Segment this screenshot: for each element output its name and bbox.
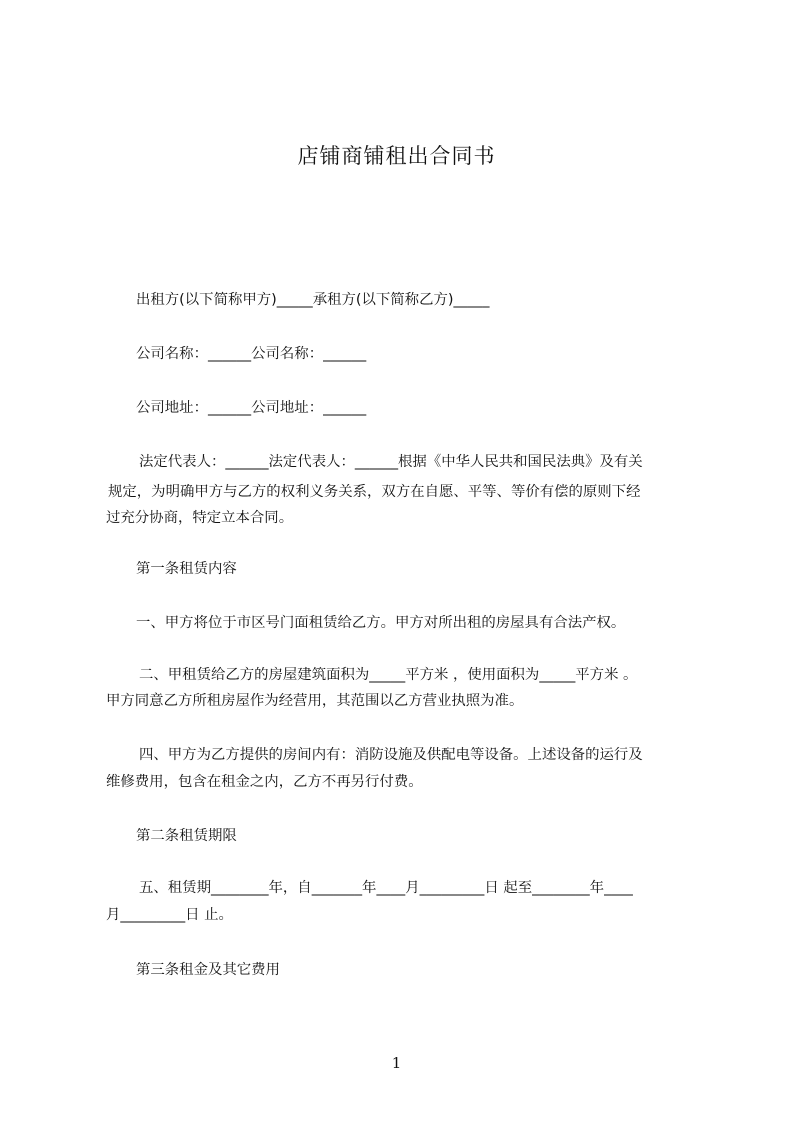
clause-5-line2: 月_________日 止。 <box>106 907 233 923</box>
clause-5-line1: 五、租赁期________年，自_______年____月_________日 起至________年____ <box>139 880 633 896</box>
clause-2-line2: 甲方同意乙方所租房屋作为经营用，其范围以乙方营业执照为准。 <box>106 693 524 709</box>
clause-1: 一、甲方将位于市区号门面租赁给乙方。甲方对所出租的房屋具有合法产权。 <box>136 615 626 631</box>
clause-2-line1: 二、甲租赁给乙方的房屋建筑面积为_____平方米 ，使用面积为_____平方米 。 <box>139 667 638 683</box>
section-heading-1: 第一条租赁内容 <box>136 561 237 577</box>
clause-4-line1: 四、甲方为乙方提供的房间内有：消防设施及供配电等设备。上述设备的运行及 <box>139 747 643 763</box>
section-heading-2: 第二条租赁期限 <box>136 828 237 844</box>
paragraph-parties: 出租方(以下简称甲方)_____承租方(以下简称乙方)_____ <box>136 292 490 308</box>
clause-4-line2: 维修费用，包含在租金之内，乙方不再另行付费。 <box>106 774 423 790</box>
section-heading-3: 第三条租金及其它费用 <box>136 962 280 978</box>
paragraph-legal-rep-line1: 法定代表人：______法定代表人：______根据《中华人民共和国民法典》及有关 <box>139 454 643 470</box>
paragraph-legal-rep-line3: 过充分协商，特定立本合同。 <box>106 510 294 526</box>
page-number: 1 <box>391 1054 402 1072</box>
document-title: 店铺商铺租出合同书 <box>297 144 496 168</box>
paragraph-company-name: 公司名称：______公司名称：______ <box>136 346 367 362</box>
paragraph-company-address: 公司地址：______公司地址：______ <box>136 400 367 416</box>
paragraph-legal-rep-line2: 规定，为明确甲方与乙方的权利义务关系，双方在自愿、平等、等价有偿的原则下经 <box>108 484 641 500</box>
